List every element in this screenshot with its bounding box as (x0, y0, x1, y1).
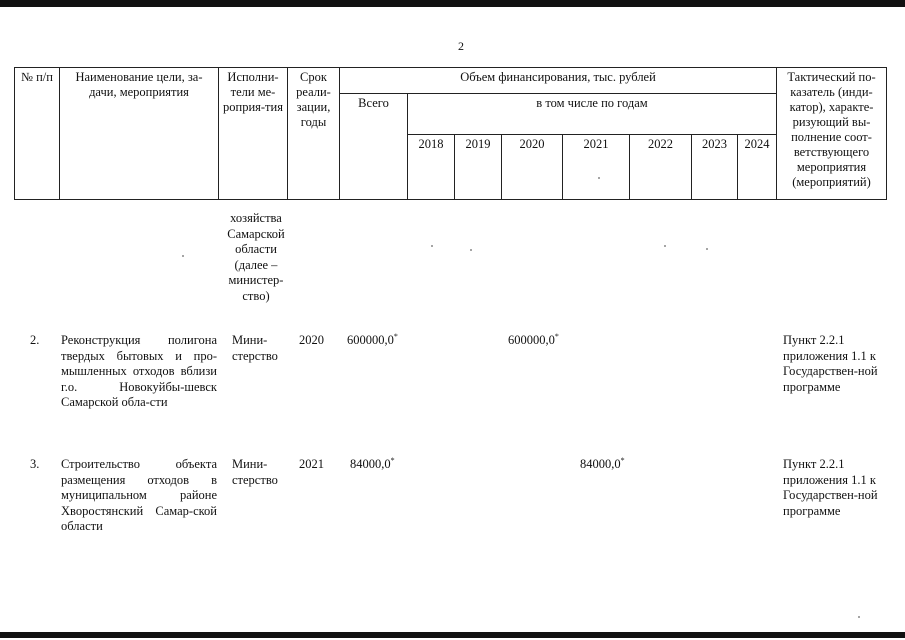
row-3-num: 3. (30, 457, 40, 471)
row-2-executor: Мини-стерство (232, 333, 278, 363)
header-total: Всего (340, 94, 408, 200)
row-3-total-value: 84000,0 (350, 457, 391, 471)
header-year-2022: 2022 (630, 135, 692, 200)
row-3-executor: Мини-стерство (232, 457, 278, 487)
row-2-indicator: Пункт 2.2.1 приложения 1.1 к Государствен-ной программе (783, 333, 878, 394)
row-3-indicator: Пункт 2.2.1 приложения 1.1 к Государствен-ной программе (783, 457, 878, 518)
header-name: Наименование цели, за-дачи, мероприятия (60, 68, 219, 200)
scan-speck (664, 245, 666, 247)
table-header (14, 67, 887, 200)
header-term: Срок реали-зации, годы (288, 68, 340, 200)
header-by-years: в том числе по годам (408, 94, 777, 135)
header-num: № п/п (15, 68, 60, 200)
header-year-2018: 2018 (408, 135, 455, 200)
scan-speck (182, 255, 184, 257)
page-number: 2 (458, 39, 464, 53)
top-border-bar (0, 0, 905, 7)
row-2-total-footnote: * (393, 331, 398, 341)
header-indicator: Тактический по-казатель (инди-катор), характе-ризующий вы-полнение соот-ветствующего мероприятия (мероприятий) (777, 68, 887, 200)
row-2-total (347, 333, 398, 349)
row-2-term: 2020 (299, 333, 324, 347)
row-2-name: Реконструкция полигона твердых бытовых и про-мышленных отходов вблизи г.о. Новокуйбы-шевск Самарской обла-сти (61, 333, 217, 410)
row-3-term: 2021 (299, 457, 324, 471)
row-3-total (350, 457, 395, 473)
scan-speck (598, 177, 600, 179)
row-3-year-2021 (580, 457, 625, 473)
row-2-year-2020 (508, 333, 559, 349)
scan-speck (858, 616, 860, 618)
row-3-year-2021-value: 84000,0 (580, 457, 621, 471)
scan-speck (470, 249, 472, 251)
row-2-total-value: 600000,0 (347, 333, 394, 347)
header-year-2021: 2021 (563, 135, 630, 200)
scan-speck (706, 248, 708, 250)
row-3-name: Строительство объекта размещения отходов в муниципальном районе Хворостянский Самар-ской области (61, 457, 217, 534)
row-2-num: 2. (30, 333, 40, 347)
continuation-executor: хозяйства Самарской области (далее – министер-ство) (227, 211, 285, 303)
row-2-year-2020-footnote: * (554, 331, 559, 341)
row-3-total-footnote: * (390, 455, 395, 465)
header-year-2024: 2024 (738, 135, 777, 200)
row-3-year-2021-footnote: * (620, 455, 625, 465)
header-executors: Исполни-тели ме-роприя-тия (219, 68, 288, 200)
row-2-year-2020-value: 600000,0 (508, 333, 555, 347)
header-year-2023: 2023 (692, 135, 738, 200)
bottom-border-bar (0, 632, 905, 638)
header-year-2020: 2020 (502, 135, 563, 200)
scan-speck (431, 245, 433, 247)
header-funding: Объем финансирования, тыс. рублей (340, 68, 777, 94)
header-year-2019: 2019 (455, 135, 502, 200)
